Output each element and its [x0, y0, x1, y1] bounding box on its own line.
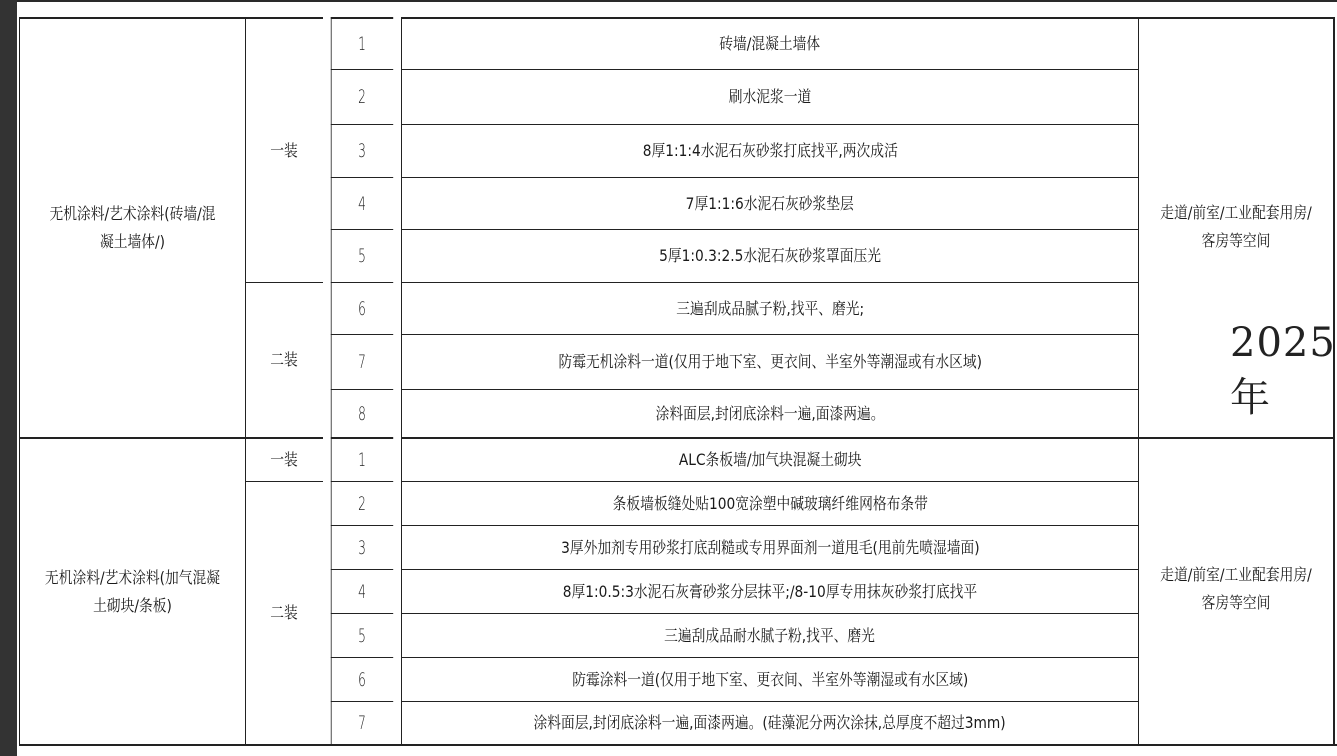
- step-number-cell: [331, 282, 393, 334]
- step-description-cell: [401, 481, 1138, 525]
- applicable-spaces-cell: [1138, 437, 1335, 744]
- step-description-cell-text: 砖墙/混凝土墙体: [719, 34, 821, 53]
- step-number-cell-text: 4: [358, 580, 367, 603]
- step-description-cell-text: 三遍刮成品耐水腻子粉,找平、磨光: [664, 625, 876, 645]
- step-number-cell: [331, 69, 393, 124]
- step-number-cell: [331, 124, 393, 177]
- step-description-cell: [401, 525, 1138, 569]
- applicable-spaces-cell-text: 走道/前室/工业配套用房/客房等空间: [1160, 565, 1312, 612]
- stage-cell: [245, 437, 323, 481]
- step-description-cell-text: 涂料面层,封闭底涂料一遍,面漆两遍。: [655, 403, 885, 423]
- finish-name-cell-text: 无机涂料/艺术涂料(砖墙/混凝土墙体/): [49, 204, 216, 251]
- step-number-cell-text: 3: [358, 140, 367, 162]
- step-number-cell-text: 4: [358, 192, 367, 215]
- step-number-cell: [331, 334, 393, 389]
- applicable-spaces-cell-text: 走道/前室/工业配套用房/客房等空间: [1160, 203, 1312, 250]
- finish-name-cell-text: 无机涂料/艺术涂料(加气混凝土砌块/条板): [44, 567, 221, 615]
- stage-cell-text: 一装: [270, 450, 299, 469]
- step-description-cell: [401, 124, 1138, 177]
- step-description-cell-text: 防霉涂料一道(仅用于地下室、更衣间、半室外等潮湿或有水区域): [571, 669, 969, 689]
- stage-cell: [245, 481, 323, 744]
- step-number-cell: [331, 17, 393, 69]
- viewer-left-edge: [0, 0, 17, 756]
- step-description-cell: [401, 282, 1138, 334]
- step-number-cell-text: 2: [358, 492, 367, 515]
- step-number-cell: [331, 229, 393, 282]
- step-number-cell: [331, 657, 393, 701]
- step-description-cell-text: 涂料面层,封闭底涂料一遍,面漆两遍。(硅藻泥分两次涂抹,总厚度不超过3mm): [533, 713, 1007, 732]
- step-number-cell-text: 6: [358, 297, 367, 320]
- stage-cell-text: 二装: [270, 350, 299, 369]
- step-description-cell-text: 刷水泥浆一道: [728, 87, 812, 106]
- step-description-cell-text: 三遍刮成品腻子粉,找平、磨光;: [676, 298, 864, 318]
- step-number-cell-text: 1: [358, 33, 367, 55]
- step-description-cell: [401, 437, 1138, 481]
- step-number-cell-text: 1: [358, 449, 367, 471]
- step-number-cell: [331, 177, 393, 229]
- step-number-cell: [331, 525, 393, 569]
- step-description-cell-text: 7厚1:1:6水泥石灰砂浆垫层: [685, 193, 855, 213]
- step-description-cell: [401, 657, 1138, 701]
- step-description-cell: [401, 229, 1138, 282]
- step-description-cell: [401, 389, 1138, 437]
- step-description-cell: [401, 569, 1138, 613]
- step-number-cell: [331, 701, 393, 744]
- step-description-cell-text: 条板墙板缝处贴100宽涂塑中碱玻璃纤维网格布条带: [612, 493, 928, 513]
- table-bottom-border: [19, 744, 1337, 746]
- finish-name-cell: [19, 17, 245, 437]
- step-description-cell: [401, 17, 1138, 69]
- step-description-cell: [401, 613, 1138, 657]
- step-description-cell: [401, 334, 1138, 389]
- step-number-cell: [331, 569, 393, 613]
- step-description-cell: [401, 177, 1138, 229]
- step-number-cell: [331, 389, 393, 437]
- stage-cell: [245, 282, 323, 437]
- step-description-cell-text: 8厚1:0.5:3水泥石灰膏砂浆分层抹平;/8-10厚专用抹灰砂浆打底找平: [562, 581, 978, 601]
- step-number-cell-text: 3: [358, 536, 367, 559]
- step-number-cell-text: 5: [358, 245, 367, 267]
- step-number-cell: [331, 437, 393, 481]
- step-number-cell: [331, 613, 393, 657]
- finish-name-cell: [19, 437, 245, 744]
- step-description-cell-text: 3厚外加剂专用砂浆打底刮糙或专用界面剂一道甩毛(甩前先喷湿墙面): [560, 537, 980, 557]
- stage-cell: [245, 17, 323, 282]
- step-number-cell-text: 7: [358, 351, 367, 373]
- stage-cell-text: 二装: [270, 603, 299, 622]
- step-number-cell-text: 5: [358, 624, 367, 647]
- step-description-cell-text: 5厚1:0.3:2.5水泥石灰砂浆罩面压光: [659, 246, 881, 265]
- year-overlay-text: 2025年: [1230, 320, 1336, 421]
- step-number-cell-text: 6: [358, 668, 367, 691]
- step-number-cell-text: 7: [358, 712, 367, 734]
- step-description-cell: [401, 69, 1138, 124]
- stage-cell-text: 一装: [270, 140, 299, 160]
- step-description-cell-text: 防霉无机涂料一道(仅用于地下室、更衣间、半室外等潮湿或有水区域): [558, 352, 982, 371]
- step-number-cell-text: 8: [358, 402, 367, 425]
- step-description-cell: [401, 701, 1138, 744]
- step-number-cell-text: 2: [358, 86, 367, 108]
- step-number-cell: [331, 481, 393, 525]
- step-description-cell-text: 8厚1:1:4水泥石灰砂浆打底找平,两次成活: [642, 141, 898, 160]
- step-description-cell-text: ALC条板墙/加气块混凝土砌块: [678, 450, 862, 469]
